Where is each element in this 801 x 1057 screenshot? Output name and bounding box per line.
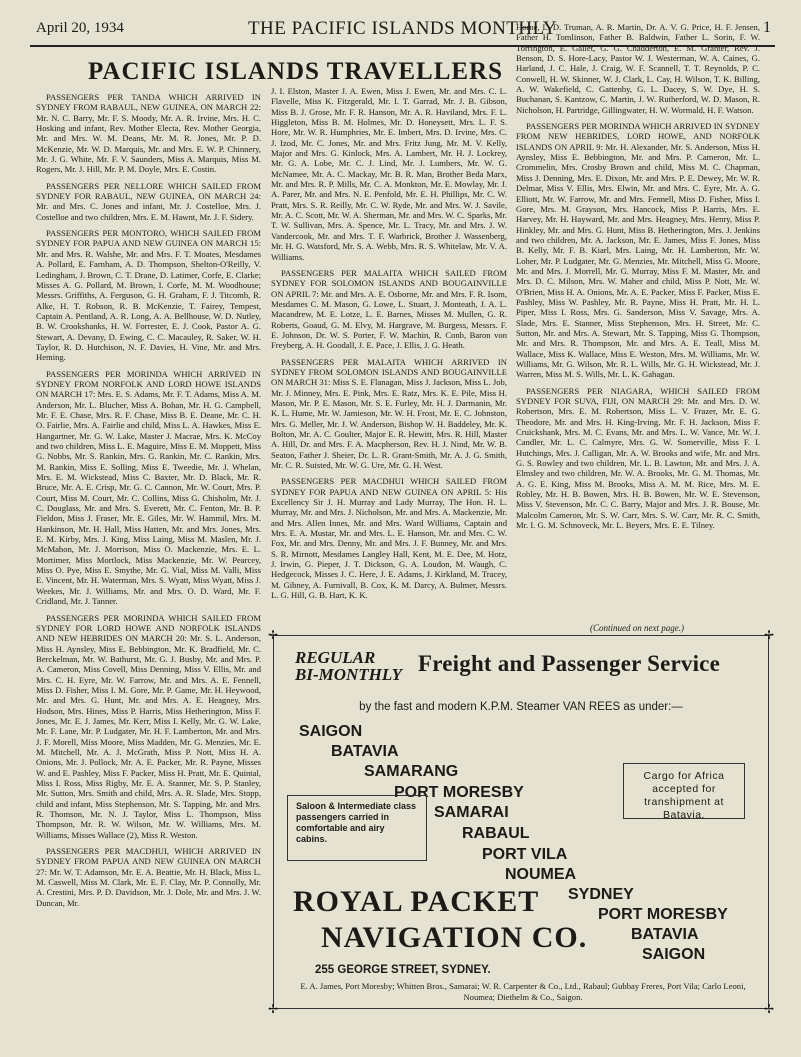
ad-headline: Freight and Passenger Service (418, 651, 720, 676)
column-3 (516, 22, 760, 630)
passenger-list: Horne, L. D. Truman, A. R. Martin, Dr. A. V. G. Price, H. F. Jensen, Father H. Tomlinson, Father B. Baldwin, Father L. Sorin, F. W. Torrington, E. Gallet, G. G. Chadderton, E. M. Granter, Rev. J. Benson, D. S. Hore-Lacy, Pastor W. J. Westerman, W. A. Caines, G. Harland, J. C. Hale, J. Craig, W. F. Scannell, T. T. Reynolds, P. C. Conwell, H. W. Skinner, W. J. Clark, L. Cay, H. Wilson, T. K. Billing, A. W. Wakefield, C. Gattenby, G. L. Dacey, S. W. Dye, H. S. Buchanan, S. Kantzow, C. Martin, J. W. Rutherford, W. D. Mason, R. Nicholson, H. Partridge, Gillingwater, H. W. Wormald, H. F. Watson. (516, 22, 760, 115)
port-saigon-return: SAIGON (642, 946, 706, 963)
issue-date: April 20, 1934 (36, 20, 124, 36)
ad-corner-ornament: ✢ (268, 628, 279, 642)
ad-regular: REGULAR (295, 648, 376, 667)
passenger-list: PASSENGERS PER MORINDA WHICH ARRIVED IN SYDNEY FROM NORFOLK AND LORD HOWE ISLANDS ON MARCH 17: Mrs. E. S. Adams, Mr. F. T. Adams, Miss A. M. Anderson, Mr. L. Blucher, Miss A. Bohan, Mr. H. G. Campbell, Mr. F. E. Chase, Mrs. R. F. Chase, Miss B. E. Deane, Mr. C. H. O. Fairlie, Mrs. A. Fairlie and child, Miss L. A. Hawkes, Miss E. Hangartner, Mr. G. W. Lake, Master J. Macrae, Mrs. K. McCoy and two children, Miss L. E. Maguire, Miss E. M. Moppett, Miss G. Nobbs, Mr. S. Rankin, Mrs. G. Rankin, Mr. C. Rankin, Mrs. M. Rankin, Miss E. Solling, Miss E. Tweedie, Mr. J. Whelan, Mrs. E. M. Wickstead, Miss C. Baxter, Mr. D. Black, Mr. R. Bruce, Mr. A. E. Crisp, Mr. G. C. Cannon, Mr. W. Court, Mrs. P. Court, Miss M. Court, Mr. C. Collins, Miss G. Chisholm, Mr. J. C. Douglass, Mr. and Mrs. S. Everett, Mr. C. Fenton, Mr. B. P. Fieldon, Miss J. Fraser, Mr. E. Giles, Mr. W. Hammil, Mrs. M. Hankinson, Mr. H. Hall, Miss Hatten, Mr. and Mrs. Jones, Mrs. E. M. Kirby, Mrs. J. King, Miss Laing, Miss M. Maslen, Mr. J. McMahon, Mr. J. Morrison, Miss O. Mackenzie, Mrs. E. L. Mortimer, Miss Mortlock, Miss Mackenzie, Mr. W. Pearcey, Miss O. Pye, Miss E. Smythe, Mr. G. Vial, Miss M. Valli, Miss E. Vincent, Mr. H. Waterman, Mrs. S. Wyatt, Miss Wyatt, Miss J. Weekes, Mr. J. Williams, Mr. and Mrs. O. D. Ward, Mr. F. Cridland, Mr. J. Tanner. (36, 368, 261, 607)
port-port-moresby: PORT MORESBY (394, 784, 524, 801)
passenger-list: PASSENGERS PER MORINDA WHICH SAILED FROM SYDNEY FOR LORD HOWE AND NORFOLK ISLANDS AND NEW HEBRIDES ON MARCH 20: Mr. S. L. Anderson, Miss H. Aynsley, Miss E. Bebbington, Mr. K. Bradfield, Mr. C. Berckelman, Mr. W. Bathurst, Mr. G. J. Busby, Mr. and Mrs. P. A. Cameron, Miss Covell, Miss Denning, Miss V. Ellis, Mr. and Mrs. C. H. Eyre, Mr. W. Farrow, Mr. and Mrs. A. E. Fennell, Miss D. Fisher, Miss I. M. Gore, Mr. P. Game, Mr. H. Heywood, Mr. and Mrs. G. Hunt, Mr. and Mrs. A. E. Heagney, Mrs. Hodson, Mrs. Hines, Miss P. Harris, Miss Hetherington, Miss F. Jones, Mr. E. J. James, Mr. Kerr, Miss I. Kelly, Mr. G. W. Lake, Mr. F. Lane, Mr. P. Ludgater, Mr. H. F. Lamberton, Mr. and Mrs. J. F. Morell, Miss Moore, Miss Madden, Mr. G. Menzies, Mr. E. M. Mitchell, Mr. A. J. McGrath, Miss P. Nott, Miss H. A. Onions, Mr. J. Pollock, Mr. A. E. Packer, Mr. R. Payne, Misses W. and E. Pashley, Miss F. Packer, Miss H. Pratt, Mr. E. Quintal, Miss I. Ross, Miss Rigby, Mr. E. A. Stanner, Mr. S. P. Stanley, Mr. Sutton, Mrs. Smith and child, Mrs. A. R. Slade, Mrs. Stopp, child and infant, Miss Stephenson, Mr. S. Tapping, Mr. and Mrs. R. Thomson, Mr. N. J. Taylor, Miss L. Thompson, Miss Thompson, Mr. R. W. Wilson, Mr. W. Williams, Mrs. M. Williams, Misses Wallace (2), Miss R. Weston. (36, 612, 261, 840)
port-saigon: SAIGON (299, 723, 363, 740)
ad-border-bottom (271, 1008, 771, 1009)
port-samarang: SAMARANG (364, 763, 459, 780)
ad-cabin-box: Saloon & Intermediate class passengers carried in comfortable and airy cabins. (287, 795, 427, 861)
ad-border-right (768, 635, 769, 1009)
publication-title: THE PACIFIC ISLANDS MONTHLY (247, 18, 558, 39)
ad-company-line1: ROYAL PACKET (293, 885, 540, 918)
passenger-list: PASSENGERS PER MORINDA WHICH ARRIVED IN SYDNEY FROM NEW HEBRIDES, LORD HOWE, AND NORFOLK ISLANDS ON APRIL 9: Mr. H. Alexander, Mr. S. Anderson, Miss H. Aynsley, Miss E. Bebbington, Mr. and Mrs. P. Cameron, Mr. L. Crommelin, Mrs. Crosby Brown and child, Miss M. C. Chapman, Miss J. Denning, Mrs. E. Dixon, Mr. and Mrs. P. E. Dewey, Mr. W. R. Delmar, Miss V. Ellis, Mrs. Elwin, Mr. and Mrs. C. Eyre, Mr. A. G. Elliott, Mr. W. Farrow, Mr. and Mrs. Fennell, Miss D. Fisher, Miss I. Gore, Mrs. M. Grayson, Mrs. Hancock, Miss P. Harris, Mrs. E. Harvey, Mr. H. Hayward, Mr. and Mrs. Heagney, Mrs. Henry, Miss P. Hinkley, Mr. and Mrs. G. Hunt, Miss B. Hetherington, Mrs. J. Jenkins and two children, Mr. A. Jackson, Mr. E. James, Miss F. Jones, Miss B. Kelly, Mr. F. B. Kiarl, Mrs. Laing, Mr. H. Lamberton, Mr. W. Loher, Mr. P. Ludgater, Mr. G. Menzies, Mr. Mitchell, Miss G. Moore, Mr. and Mrs. J. Morrell, Mr. G. Murray, Miss F. M. Master, Mr. and Mrs. D. C. Milson, Mrs. W. Maher and child, Miss P. Nott, Mr. W. O'Brien, Miss H. A. Onions, Mr. A. E. Packer, Miss F. Packer, Miss E. Pashley, Miss W. Pashley, Mr. R. Payne, Miss H. Pratt, Mr. H. L. Piper, Miss I. Ross, Mrs. G. Sanderson, Miss V. Savage, Mrs. A. Slade, Mrs. E. Stanner, Miss Stephenson, Mrs. H. Street, Mr. C. Sutton, Mr. and Mrs. A. Stewart, Mr. S. Tapping, Miss G. Thompson, Mr. and Mrs. R. Thompson, Mr. and Mrs. A. E. Teall, Miss M. Wallace, Miss K. Wallace, Miss E. Weston, Mrs. M. Williams, Mr. W. Williams, Mr. G. Wilson, Mr. R. L. Wills, Mr. G. H. Wickstead, Mr. J. Warren, Miss M. S. Wills, Mr. L. K. Gahagan. (516, 121, 760, 380)
port-noumea: NOUMEA (505, 866, 577, 883)
ad-company-line2: NAVIGATION CO. (321, 921, 588, 954)
port-port-vila: PORT VILA (482, 846, 568, 863)
ad-agents: E. A. James, Port Moresby; Whitten Bros., Samarai; W. R. Carpenter & Co., Ltd., Rabaul; Gubbay Freres, Port Vila; Carlo Leoni, Noumea; Diethelm & Co., Saigon. (300, 981, 746, 1002)
section-title: PACIFIC ISLANDS TRAVELLERS (88, 58, 504, 85)
passenger-list: PASSENGERS PER MACDHUI, WHICH ARRIVED IN SYDNEY FROM PAPUA AND NEW GUINEA ON MARCH 27: Mr. W. T. Adamson, Mr. E. A. Beattie, Mr. H. Black, Miss L. M. Caswell, Miss M. Clark, Mr. E. F. Clay, Mr. P. Connolly, Mr. A. Crestini, Mrs. P. D. Davidson, Mr. J. Dole, Mr. and Mrs. J. W. Duncan, Mr. (36, 846, 261, 908)
port-port-moresby-return: PORT MORESBY (598, 906, 728, 923)
passenger-list: PASSENGERS PER MALAITA WHICH ARRIVED IN SYDNEY FROM SOLOMON ISLANDS AND BOUGAINVILLE ON MARCH 31: Miss S. E. Flanagan, Miss J. Jackson, Miss L. Job, Mr. J. Minney, Mrs. E. Pink, Mrs. E. Ratz, Mrs. K. E. Pile, Miss H. Mason, Mr. P. E. Mason, Mr. S. E. Furley, Mr. H. J. Darmanin, Mr. K. L. Hume, Mr. W. Jamieson, Mr. W. H. Frost, Mr. E. C. Johnston, Mrs. G. Meller, Mr. J. W. Anderson, Bishop W. H. Baddeley, Mr. K. Bolton, Mr. A. C. Goulter, Major E. R. Hewitt, Mrs. R. Hill, Master A. Hill, Dr. and Mrs. F. A. Macpherson, Rev. H. J. Nind, Mr. W. B. Seaton, Father J. Sheier, Dr. L. R. Grant-Smith, Mr. A. J. G. Smith, Mr. C. R. Suisted, Mr. W. G. Ure, Mr. G. H. West. (271, 356, 507, 471)
page-number: 1 (763, 19, 771, 36)
ad-bimonthly: BI-MONTHLY (295, 665, 403, 684)
port-samarai: SAMARAI (434, 804, 509, 821)
ad-border-left (273, 635, 274, 1009)
passenger-list: PASSENGERS PER NELLORE WHICH SAILED FROM SYDNEY FOR RABAUL, NEW GUINEA, ON MARCH 24: Mr. and Mrs. C. Jones and infant, Mr. J. Costelloe, Mrs. J. Costelloe and two children, Mrs. E. M. Hawnt, Mr. J. F. Sidery. (36, 180, 261, 222)
port-rabaul: RABAUL (462, 825, 530, 842)
passenger-list: PASSENGERS PER MACDHUI WHICH SAILED FROM SYDNEY FOR PAPUA AND NEW GUINEA ON APRIL 5: His Excellency Sir J. H. Murray and Lady Murray, The Hon. H. L. Murray, Mr. and Mrs. J. Nicholson, Mr. and Mrs. A. Mackenzie, Mr. and Mrs. Allen Innes, Mr. and Mrs. Ward Williams, Captain and Mrs. E. A. Mustar, Mr. and Mrs. L. E. Hanson, Mr. and Mrs. C. W. Fox, Mr. and Mrs. Denny, Mr. and Mrs. J. F. Bunney, Mr. and Mrs. S. R. Mirnott, Mesdames Langley Hall, Kent, M. E. Dee, M. Hotz, J. Irwin, G. Pieper, J. T. Dickson, G. A. Loudon, M. Waugh, C. Hedgecock, Misses J. C. Here, J. E. Adams, J. Kirkland, M. Tracey, M. Gibney, A. Furnivall, B. Cox, K. M. Darcy, A. Bulmer, Messrs. L. G. Hill, G. B. Hart, K. K. (271, 476, 507, 601)
ad-corner-ornament: ✢ (763, 628, 774, 642)
ad-border-top (271, 635, 771, 636)
passenger-list: J. I. Elston, Master J. A. Ewen, Miss J. Ewen, Mr. and Mrs. C. L. Flavelle, Miss K. Fitzgerald, Mr. I. T. Garrad, Mr. J. B. Gibson, Miss B. J. Grose, Mr. F. R. Hanson, Mr. A. R. Haviland, Mrs. F. L. Higgleton, Miss B. M. Holmes, Mr. D. Honeysett, Mrs. L. F. S. Hore, Mr. W. R. Humphries, Mr. E. Imbert, Mrs. D. Irvine, Mrs. C. J. Izod, Mr. C. Jones, Mr. and Mrs. Fritz Jung, Mr. M. V. Kelly, Major and Mrs. G. Kinlock, Mrs. A. Lambert, Mr. H. J. Lockrey, Mr. G. A. Lobe, Mr. C. J. Lind, Mr. J. Lumbers, Mr. W. G. McNamee, Mr. A. C. Mackay, Mr. B. R. Man, Brother Beda Marx, Mr. and Mrs. R. P. Mills, Mr. C. A. Monkton, Mr. E. Mowlay, Mr. J. A. Parer, Mr. and Mrs. N. E. Penfold, Mr. E. H. Phillips, Mr. C. W. Pratt, Mrs. S. R. Reilly, Mr. C. W. Ryde, Mr. and Mrs. W. J. Savile, Mr. A. C. Scott, Mr. W. A. Sherman, Mr. and Mrs. W. C. Sparks, Mr. T. W. Sullivan, Mrs. A. Spence, Mr. L. Tracy, Mr. and Mrs. J. W. Vandercook, Mr. and Mrs. T. F. Warbrick, Brother J. Wassenberg, Mr. H. G. Watsford, Mr. S. A. Webb, Mrs. R. S. Whitelaw, Mr. V. A. Williams. (271, 86, 507, 262)
ad-corner-ornament: ✢ (268, 1002, 279, 1016)
port-batavia: BATAVIA (331, 743, 399, 760)
ad-corner-ornament: ✢ (763, 1002, 774, 1016)
passenger-list: PASSENGERS PER NIAGARA, WHICH SAILED FROM SYDNEY FOR SUVA, FIJI, ON MARCH 29: Mr. and Mrs. D. W. Robertson, Mrs. E. M. Robertson, Miss L. V. Frazer, Mr. E. G. Theodore, Mr. and Mrs. H. King-Irving, Mr. F. H. Jackson, Miss F. Cruickshank, Mrs. M. C. Evans, Mr. and Mrs. L. W. Vance, Mr. W. J. Candler, Mr. L. C. Calmyre, Mrs. G. W. Somerville, Miss F. I. Hutchings, Mrs. J. Calligan, Mr. A. W. Brooks and wife, Mr. and Mrs. G. S. Rowley and two children, Mr. L. B. Lawton, Mr. and Mrs. J. A. Elmsley and two children, Mr. W. A. Brooks, Mr. G. M. Thomas, Mr. A. G. E. King, Miss M. Brooks, Miss A. M. M. Rice, Mrs. M. E. Robley, Mr. H. B. Bowen, Mrs. H. B. Bowen, Mr. W. E. Stevenson, Miss V. Stevenson, Mr. C. C. Barry, Major and Mrs. J. R. Bouse, Mr. Malcolm Cameron, Mr. S. W. Carr, Mrs. S. W. Carr, Mr. R. C. Smith, Mr. I. G. M. Schnoveck, Mr. L. Beyers, Mrs. E. E. Tilney. (516, 385, 760, 531)
port-batavia-return: BATAVIA (631, 926, 699, 943)
ad-cargo-box: Cargo for Africa accepted for transhipment at Batavia. (623, 763, 745, 819)
continued-note: (Continued on next page.) (590, 623, 684, 633)
passenger-list: PASSENGERS PER MALAITA WHICH SAILED FROM SYDNEY FOR SOLOMON ISLANDS AND BOUGAINVILLE ON APRIL 7: Mr. and Mrs. A. E. Osborne, Mr. and Mrs. F. R. Isom, Mesdames C. M. Mason, G. Lowe, L. Stuart, J. Monteath, J. A. L. Macandrew, M. E. Lotze, L. E. Barnes, Misses M. Mullen, G. R. Roberts, Goaud, G. M. Elvy, M. Hargrave, M. Burgess, Messrs. F. E. Johnson, Dr. W. S. Porter, F. W. Machin, R. Conb, Baron von Freyberg, A. H. Goodall, J. E. Pace, J. Ellis, J. G. Heath. (271, 267, 507, 351)
ad-subline: by the fast and modern K.P.M. Steamer VAN REES as under:— (359, 701, 683, 713)
column-1 (36, 92, 261, 1022)
passenger-list: PASSENGERS PER MONTORO, WHICH SAILED FROM SYDNEY FOR PAPUA AND NEW GUINEA ON MARCH 15: Mr. and Mrs. R. Walshe, Mr. and Mrs. F. T. Moates, Mesdames A. Pollard, E. Farnham, A. D. Thompson, Shelton-O'Reilly, V. Ledingham, J. Brown, C. T. Drane, D. Latimer, Corfe, E. Clarke; Misses A. G. Pollard, M. Brown, I. Corfe, M. M. Woodhouse; Messrs. Griffiths, A. Ferguson, G. H. Graham, F. J. Titcomb, R. Alke, H. T. Robson, R. B. McKenzie, T. Fairey, Tempest, Captain A. Pentland, A. R. Long, A. A. Bellhouse, W. D. Nutley, B. W. Crookshanks, H. W. Forrester, E. J. Cook, Pastor A. G. Stewart, A. Devany, D. Ewing, C. C. Macauley, R. Saker, W. H. Taylor, R. D. Hutchison, N. F. Davies, H. Vine, Mr. and Mrs. Heming. (36, 228, 261, 363)
passenger-list: PASSENGERS PER TANDA WHICH ARRIVED IN SYDNEY FROM RABAUL, NEW GUINEA, ON MARCH 22: Mr. N. C. Barry, Mr. F. S. Moody, Mr. A. R. Irvine, Mrs. H. C. Hosking and infant, Rev. Mother Electa, Rev. Mother Georgia, Mr. and Mrs. W. M. Deans, Mr. M. R. Jones, Mr. P. D. McKenzie, Mr. W. D. Marquis, Mr. and Mrs. E. W. P. Chinnery, Mr. J. G. White, Mr. F. V. Saunders, Miss A. Marquis, Miss M. Rogers, Mr. J. Hill, Mr. P. M. Doyle, Mrs. E. Costin. (36, 92, 261, 175)
ad-address: 255 GEORGE STREET, SYDNEY. (315, 964, 491, 976)
column-2 (271, 86, 507, 616)
port-sydney: SYDNEY (568, 886, 634, 903)
